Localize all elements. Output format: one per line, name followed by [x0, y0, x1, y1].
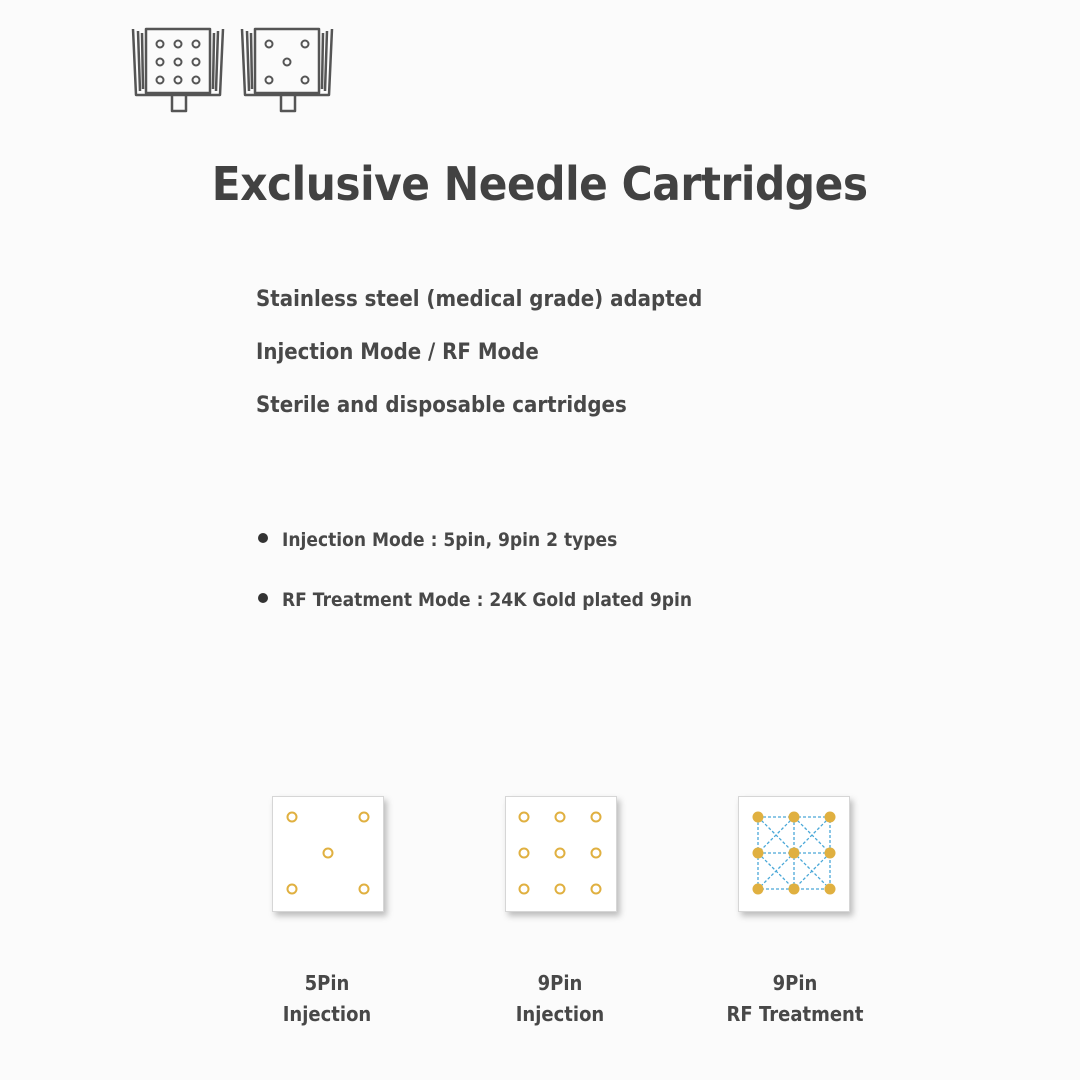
card-label-line2: Injection — [282, 1002, 372, 1026]
mode-list — [258, 525, 738, 645]
mode-text: RF Treatment Mode : 24K Gold plated 9pin — [282, 589, 693, 611]
5pin-pattern-icon — [273, 797, 383, 911]
9pin-rf-pattern-icon — [739, 797, 849, 911]
card-label-line1: 9Pin — [537, 971, 583, 995]
feature-item: Stainless steel (medical grade) adapted — [256, 287, 703, 312]
card-label-line2: RF Treatment — [726, 1002, 864, 1026]
9pin-injection-label — [470, 968, 650, 1030]
bullet-icon — [258, 533, 268, 543]
feature-list — [256, 284, 752, 443]
page-title: Exclusive Needle Cartridges — [211, 157, 868, 211]
cartridge-5pin-icon — [239, 25, 339, 121]
9pin-injection-card — [505, 796, 617, 912]
5pin-injection-label — [237, 968, 417, 1030]
feature-item: Injection Mode / RF Mode — [256, 340, 539, 365]
card-label-line1: 5Pin — [304, 971, 350, 995]
cartridge-9pin-icon — [130, 25, 230, 121]
card-label-line1: 9Pin — [772, 971, 818, 995]
9pin-pattern-icon — [506, 797, 616, 911]
mode-item — [258, 525, 738, 585]
bullet-icon — [258, 593, 268, 603]
9pin-rf-label — [705, 968, 885, 1030]
mode-text: Injection Mode : 5pin, 9pin 2 types — [282, 529, 618, 551]
feature-item: Sterile and disposable cartridges — [256, 393, 627, 418]
5pin-injection-card — [272, 796, 384, 912]
mode-item — [258, 585, 738, 645]
9pin-rf-card — [738, 796, 850, 912]
card-label-line2: Injection — [515, 1002, 605, 1026]
